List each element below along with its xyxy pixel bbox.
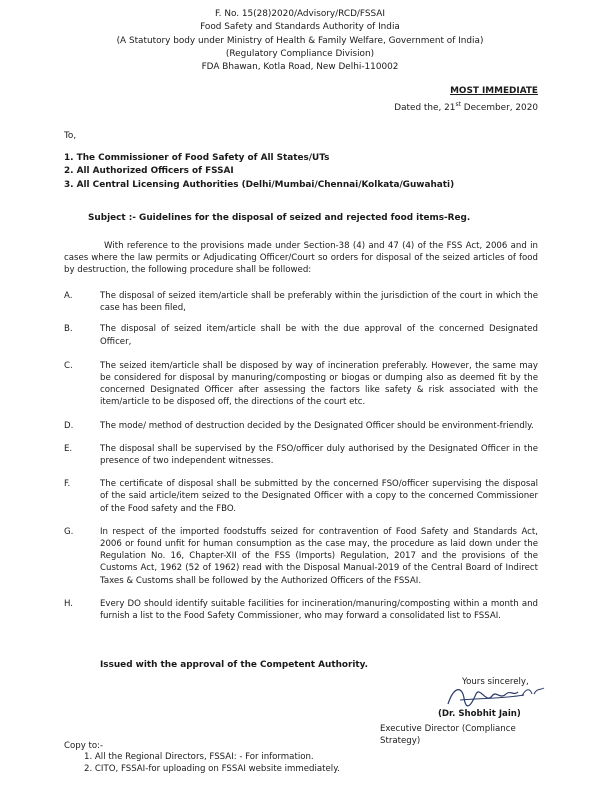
signatory-designation: Executive Director (Compliance Strategy) xyxy=(380,724,516,747)
copy-to-item: 1. All the Regional Directors, FSSAI: - For information. xyxy=(84,752,314,762)
copy-to-item: 2. CITO, FSSAI-for uploading on FSSAI website immediately. xyxy=(84,764,340,775)
procedure-list xyxy=(64,290,538,622)
approval-note: Issued with the approval of the Competent Authority. xyxy=(100,660,368,670)
procedure-item xyxy=(64,443,538,467)
procedure-item xyxy=(64,526,538,587)
letter-header xyxy=(0,8,600,75)
statutory-note: (A Statutory body under Ministry of Health & Family Welfare, Government of India) xyxy=(116,35,484,46)
item-text: The disposal of seized item/article shall be with the due approval of the concerned Designated Officer, xyxy=(100,324,538,347)
item-letter: B. xyxy=(64,324,73,335)
closing-text: Yours sincerely, xyxy=(462,677,529,687)
organization-name: Food Safety and Standards Authority of India xyxy=(200,22,400,33)
copy-to-label: Copy to:- xyxy=(64,741,104,751)
item-letter: C. xyxy=(64,360,73,371)
item-text: Every DO should identify suitable facilities for incineration/manuring/composting within a month and furnish a list to the Food Safety Commissioner, who may forward a consolidated list to FSSAI. xyxy=(100,598,538,622)
procedure-item xyxy=(64,598,538,622)
item-text: In respect of the imported foodstuffs seized for contravention of Food Safety and Standards Act, 2006 or found unfit for human consumption as the case may, the procedure as laid down under the Regulation No. 16, Chapter-XII of the FSS (Imports) Regulation, 2017 and the provisions of the Customs Act, 1962 (52 of 1962) read with the Disposal Manual-2019 of the Central Board of Indirect Taxes & Customs shall be followed by the Authorized Officers of the FSSAI. xyxy=(100,526,538,586)
procedure-item xyxy=(64,323,538,347)
office-address: FDA Bhawan, Kotla Road, New Delhi-110002 xyxy=(201,62,399,73)
item-letter: F. xyxy=(64,479,71,490)
item-letter: E. xyxy=(64,443,73,454)
addressee-list xyxy=(64,152,544,192)
item-text: The disposal of seized item/article shall be preferably within the jurisdiction of the court in which the case has been filed, xyxy=(100,291,538,314)
procedure-item xyxy=(64,420,538,432)
letter-date: Dated the, 21st December, 2020 xyxy=(394,101,538,113)
subject-line: Subject :- Guidelines for the disposal of seized and rejected food items-Reg. xyxy=(88,213,471,223)
division-name: (Regulatory Compliance Division) xyxy=(225,49,375,60)
addressee-item: 2. All Authorized Officers of FSSAI xyxy=(64,166,234,177)
to-label: To, xyxy=(64,131,77,141)
item-letter: D. xyxy=(64,420,74,431)
signature-block xyxy=(380,672,550,747)
priority-label: MOST IMMEDIATE xyxy=(450,86,538,96)
procedure-item xyxy=(64,360,538,409)
item-letter: H. xyxy=(64,598,74,609)
item-text: The seized item/article shall be disposed by way of incineration preferably. However, the same may be considered for disposal by manuring/composting or biogas or dumping also as deemed fit by the concerned Designated Officer after assessing the factors like safety & risk associated with the item/article to be disposed off, the directions of the court etc. xyxy=(100,360,538,408)
item-text: The certificate of disposal shall be submitted by the concerned FSO/officer supervising the disposal of the said article/item seized to the Designated Officer with a copy to the concerned Commissioner of the Food safety and the FBO. xyxy=(100,479,538,514)
procedure-item xyxy=(64,290,538,314)
item-text: The disposal shall be supervised by the FSO/officer duly authorised by the Designated Officer in the presence of two independent witnesses. xyxy=(100,443,538,467)
procedure-item xyxy=(64,478,538,515)
addressee-item: 3. All Central Licensing Authorities (Delhi/Mumbai/Chennai/Kolkata/Guwahati) xyxy=(64,179,455,190)
item-letter: A. xyxy=(64,291,73,301)
intro-paragraph: With reference to the provisions made under Section-38 (4) and 47 (4) of the FSS Act, 2006 and in cases where the law permits or Adjudicating Officer/Court so orders for disposal of the seized articles of food by destruction, the following procedure shall be followed: xyxy=(64,241,538,276)
addressee-item: 1. The Commissioner of Food Safety of All States/UTs xyxy=(64,153,330,163)
file-number: F. No. 15(28)2020/Advisory/RCD/FSSAI xyxy=(215,9,385,19)
item-letter: G. xyxy=(64,526,74,537)
copy-to-list xyxy=(84,751,340,775)
item-text: The mode/ method of destruction decided by the Designated Officer should be environment-friendly. xyxy=(100,420,534,431)
signatory-name: (Dr. Shobhit Jain) xyxy=(438,709,521,719)
